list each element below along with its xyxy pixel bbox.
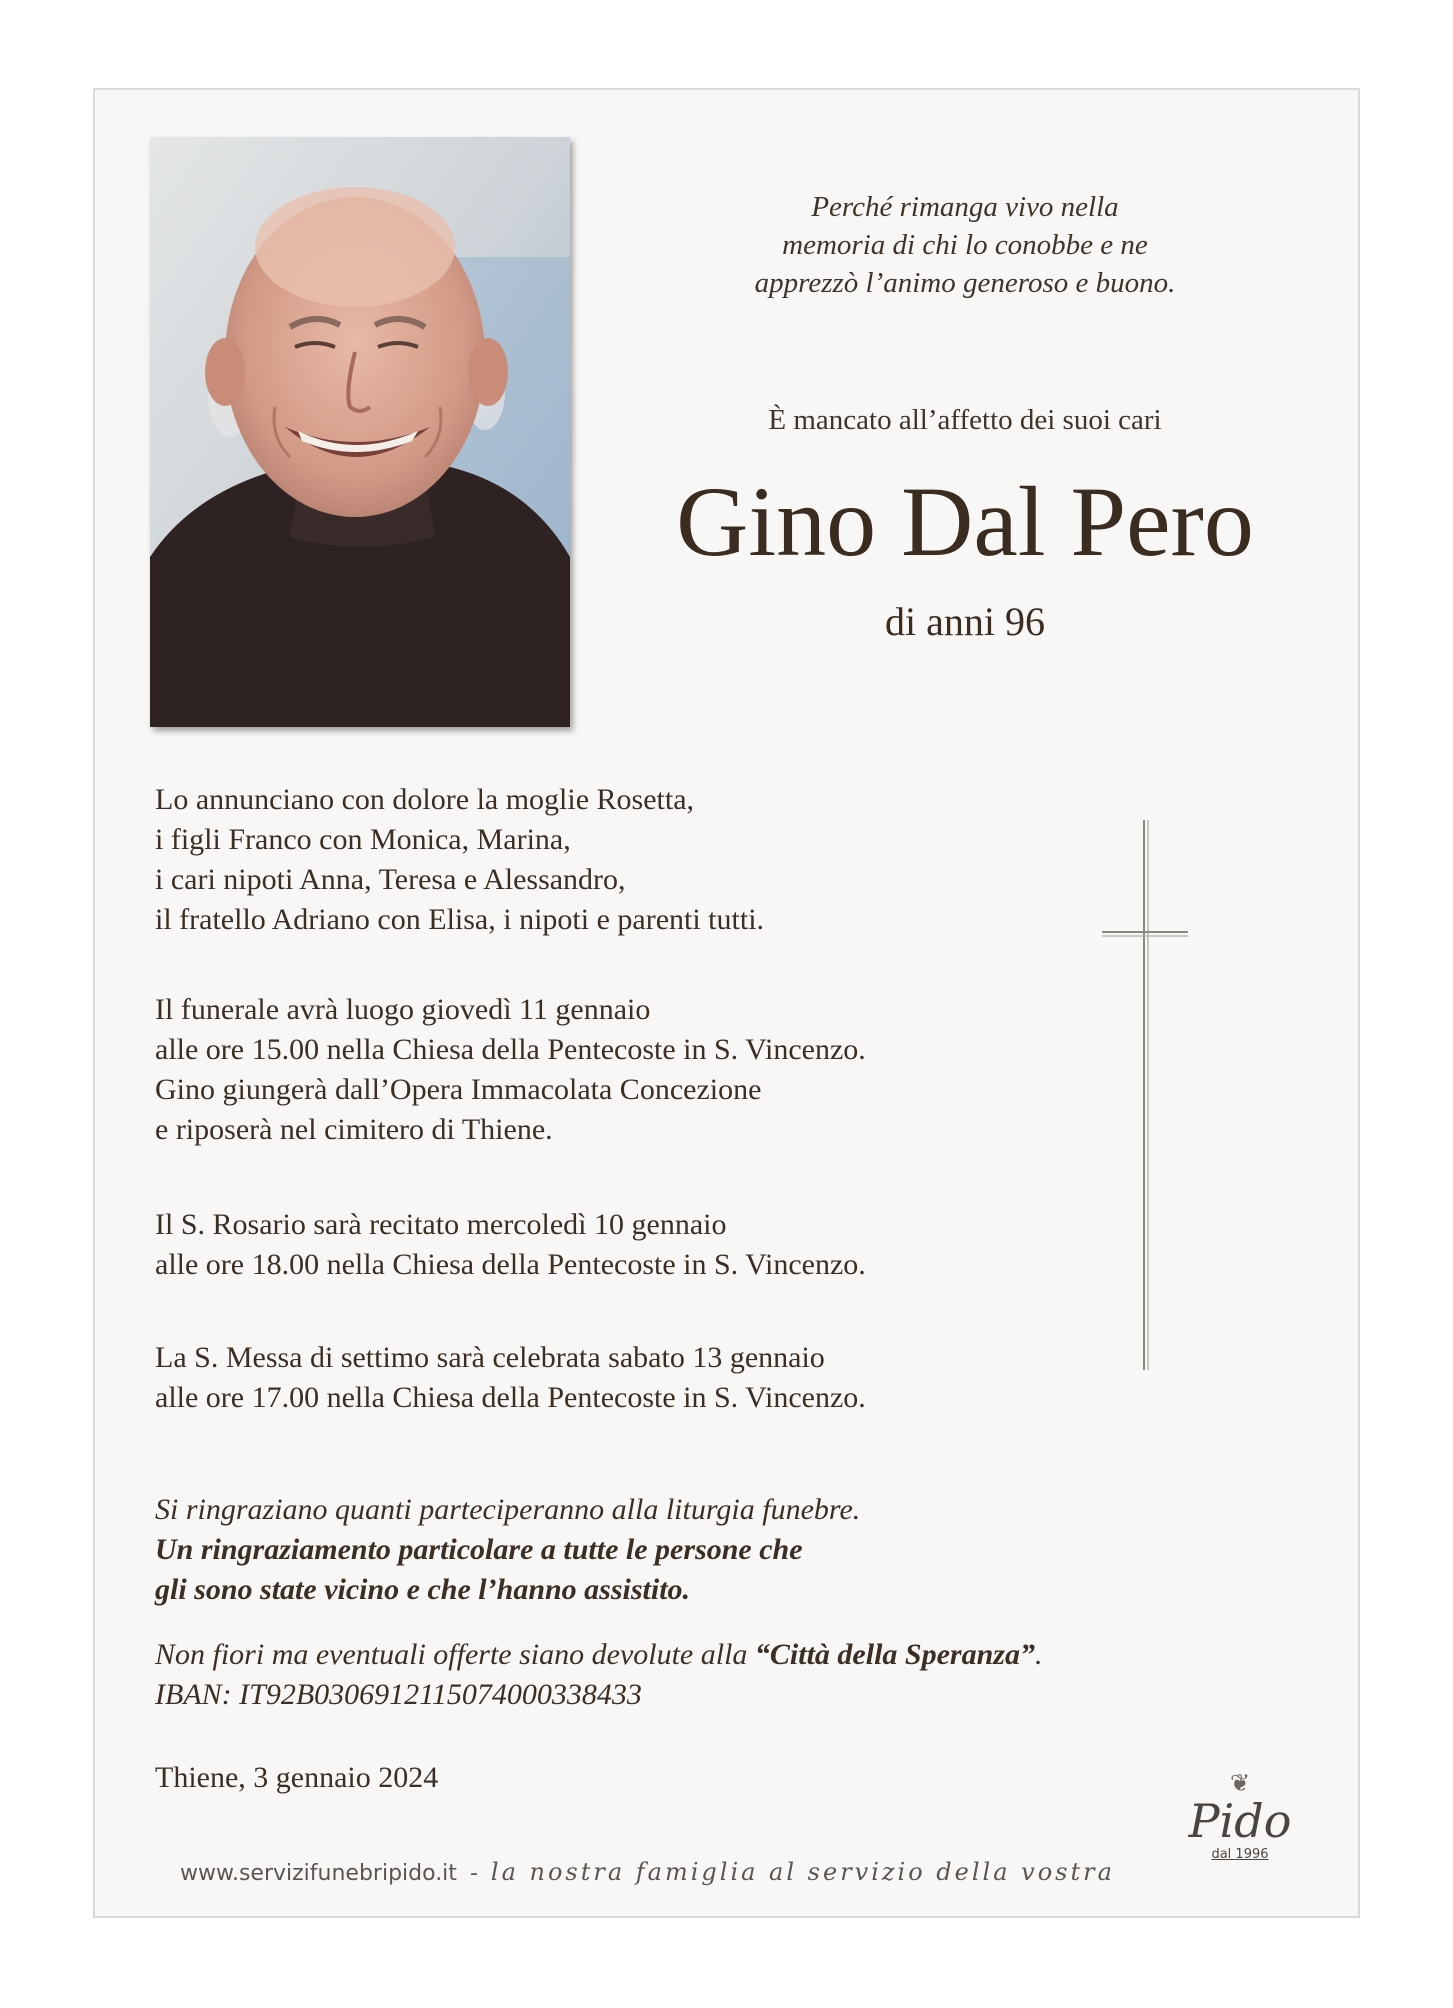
donation-paragraph [155, 1635, 1055, 1715]
thanks-line: Si ringraziano quanti parteciperanno alla liturgia funebre. [155, 1493, 861, 1526]
thanks-line-bold: Un ringraziamento particolare a tutte le persone che [155, 1533, 803, 1566]
iban: IBAN: IT92B0306912115074000338433 [155, 1678, 642, 1711]
funeral-home-logo [1180, 1770, 1300, 1880]
thanks-line-bold: gli sono state vicino e che l’hanno assistito. [155, 1573, 691, 1606]
logo-since: dal 1996 [1211, 1847, 1269, 1862]
charity-name: “Città della Speranza” [754, 1638, 1035, 1671]
wreath-icon: ❦ [1229, 1769, 1251, 1797]
website-link[interactable]: www.servizifunebripido.it [180, 1861, 457, 1886]
rosary-line: alle ore 18.00 nella Chiesa della Pentecoste in S. Vincenzo. [155, 1248, 866, 1281]
mass-paragraph [155, 1338, 1055, 1418]
rosary-line: Il S. Rosario sarà recitato mercoledì 10 gennaio [155, 1208, 727, 1241]
mass-line: alle ore 17.00 nella Chiesa della Pentecoste in S. Vincenzo. [155, 1381, 866, 1414]
funeral-line: Gino giungerà dall’Opera Immacolata Concezione [155, 1073, 762, 1106]
cross-icon [1100, 820, 1190, 1370]
place-date-text: Thiene, 3 gennaio 2024 [155, 1761, 439, 1794]
mass-line: La S. Messa di settimo sarà celebrata sabato 13 gennaio [155, 1341, 825, 1374]
announcement-paragraph [155, 780, 1055, 940]
logo-brand: Pido [1188, 1794, 1292, 1848]
memorial-quote [640, 188, 1290, 302]
funeral-line: e riposerà nel cimitero di Thiene. [155, 1113, 553, 1146]
donation-line [155, 1635, 1055, 1675]
place-date [155, 1758, 1055, 1798]
funeral-line: Il funerale avrà luogo giovedì 11 gennaio [155, 993, 651, 1026]
funeral-paragraph [155, 990, 1055, 1150]
donation-period: . [1034, 1638, 1043, 1671]
rosary-paragraph [155, 1205, 1055, 1285]
intro-line: È mancato all’affetto dei suoi cari [768, 404, 1162, 436]
announcement-line: il fratello Adriano con Elisa, i nipoti e parenti tutti. [155, 903, 765, 936]
quote-line: memoria di chi lo conobbe e ne [782, 229, 1148, 261]
announcement-line: i figli Franco con Monica, Marina, [155, 823, 571, 856]
footer-separator: - [469, 1861, 478, 1886]
deceased-age: di anni 96 [885, 599, 1045, 644]
funeral-line: alle ore 15.00 nella Chiesa della Pentecoste in S. Vincenzo. [155, 1033, 866, 1066]
donation-text: Non fiori ma eventuali offerte siano devolute alla [155, 1638, 755, 1671]
deceased-portrait [150, 137, 570, 727]
footer [180, 1858, 1180, 1886]
thanks-paragraph [155, 1490, 1055, 1610]
announcement-line: Lo annunciano con dolore la moglie Rosetta, [155, 783, 695, 816]
announcement-line: i cari nipoti Anna, Teresa e Alessandro, [155, 863, 626, 896]
quote-line: Perché rimanga vivo nella [811, 191, 1119, 223]
quote-line: apprezzò l’animo generoso e buono. [754, 267, 1176, 299]
deceased-name: Gino Dal Pero [676, 466, 1254, 577]
footer-motto: la nostra famiglia al servizio della vostra [490, 1858, 1115, 1886]
